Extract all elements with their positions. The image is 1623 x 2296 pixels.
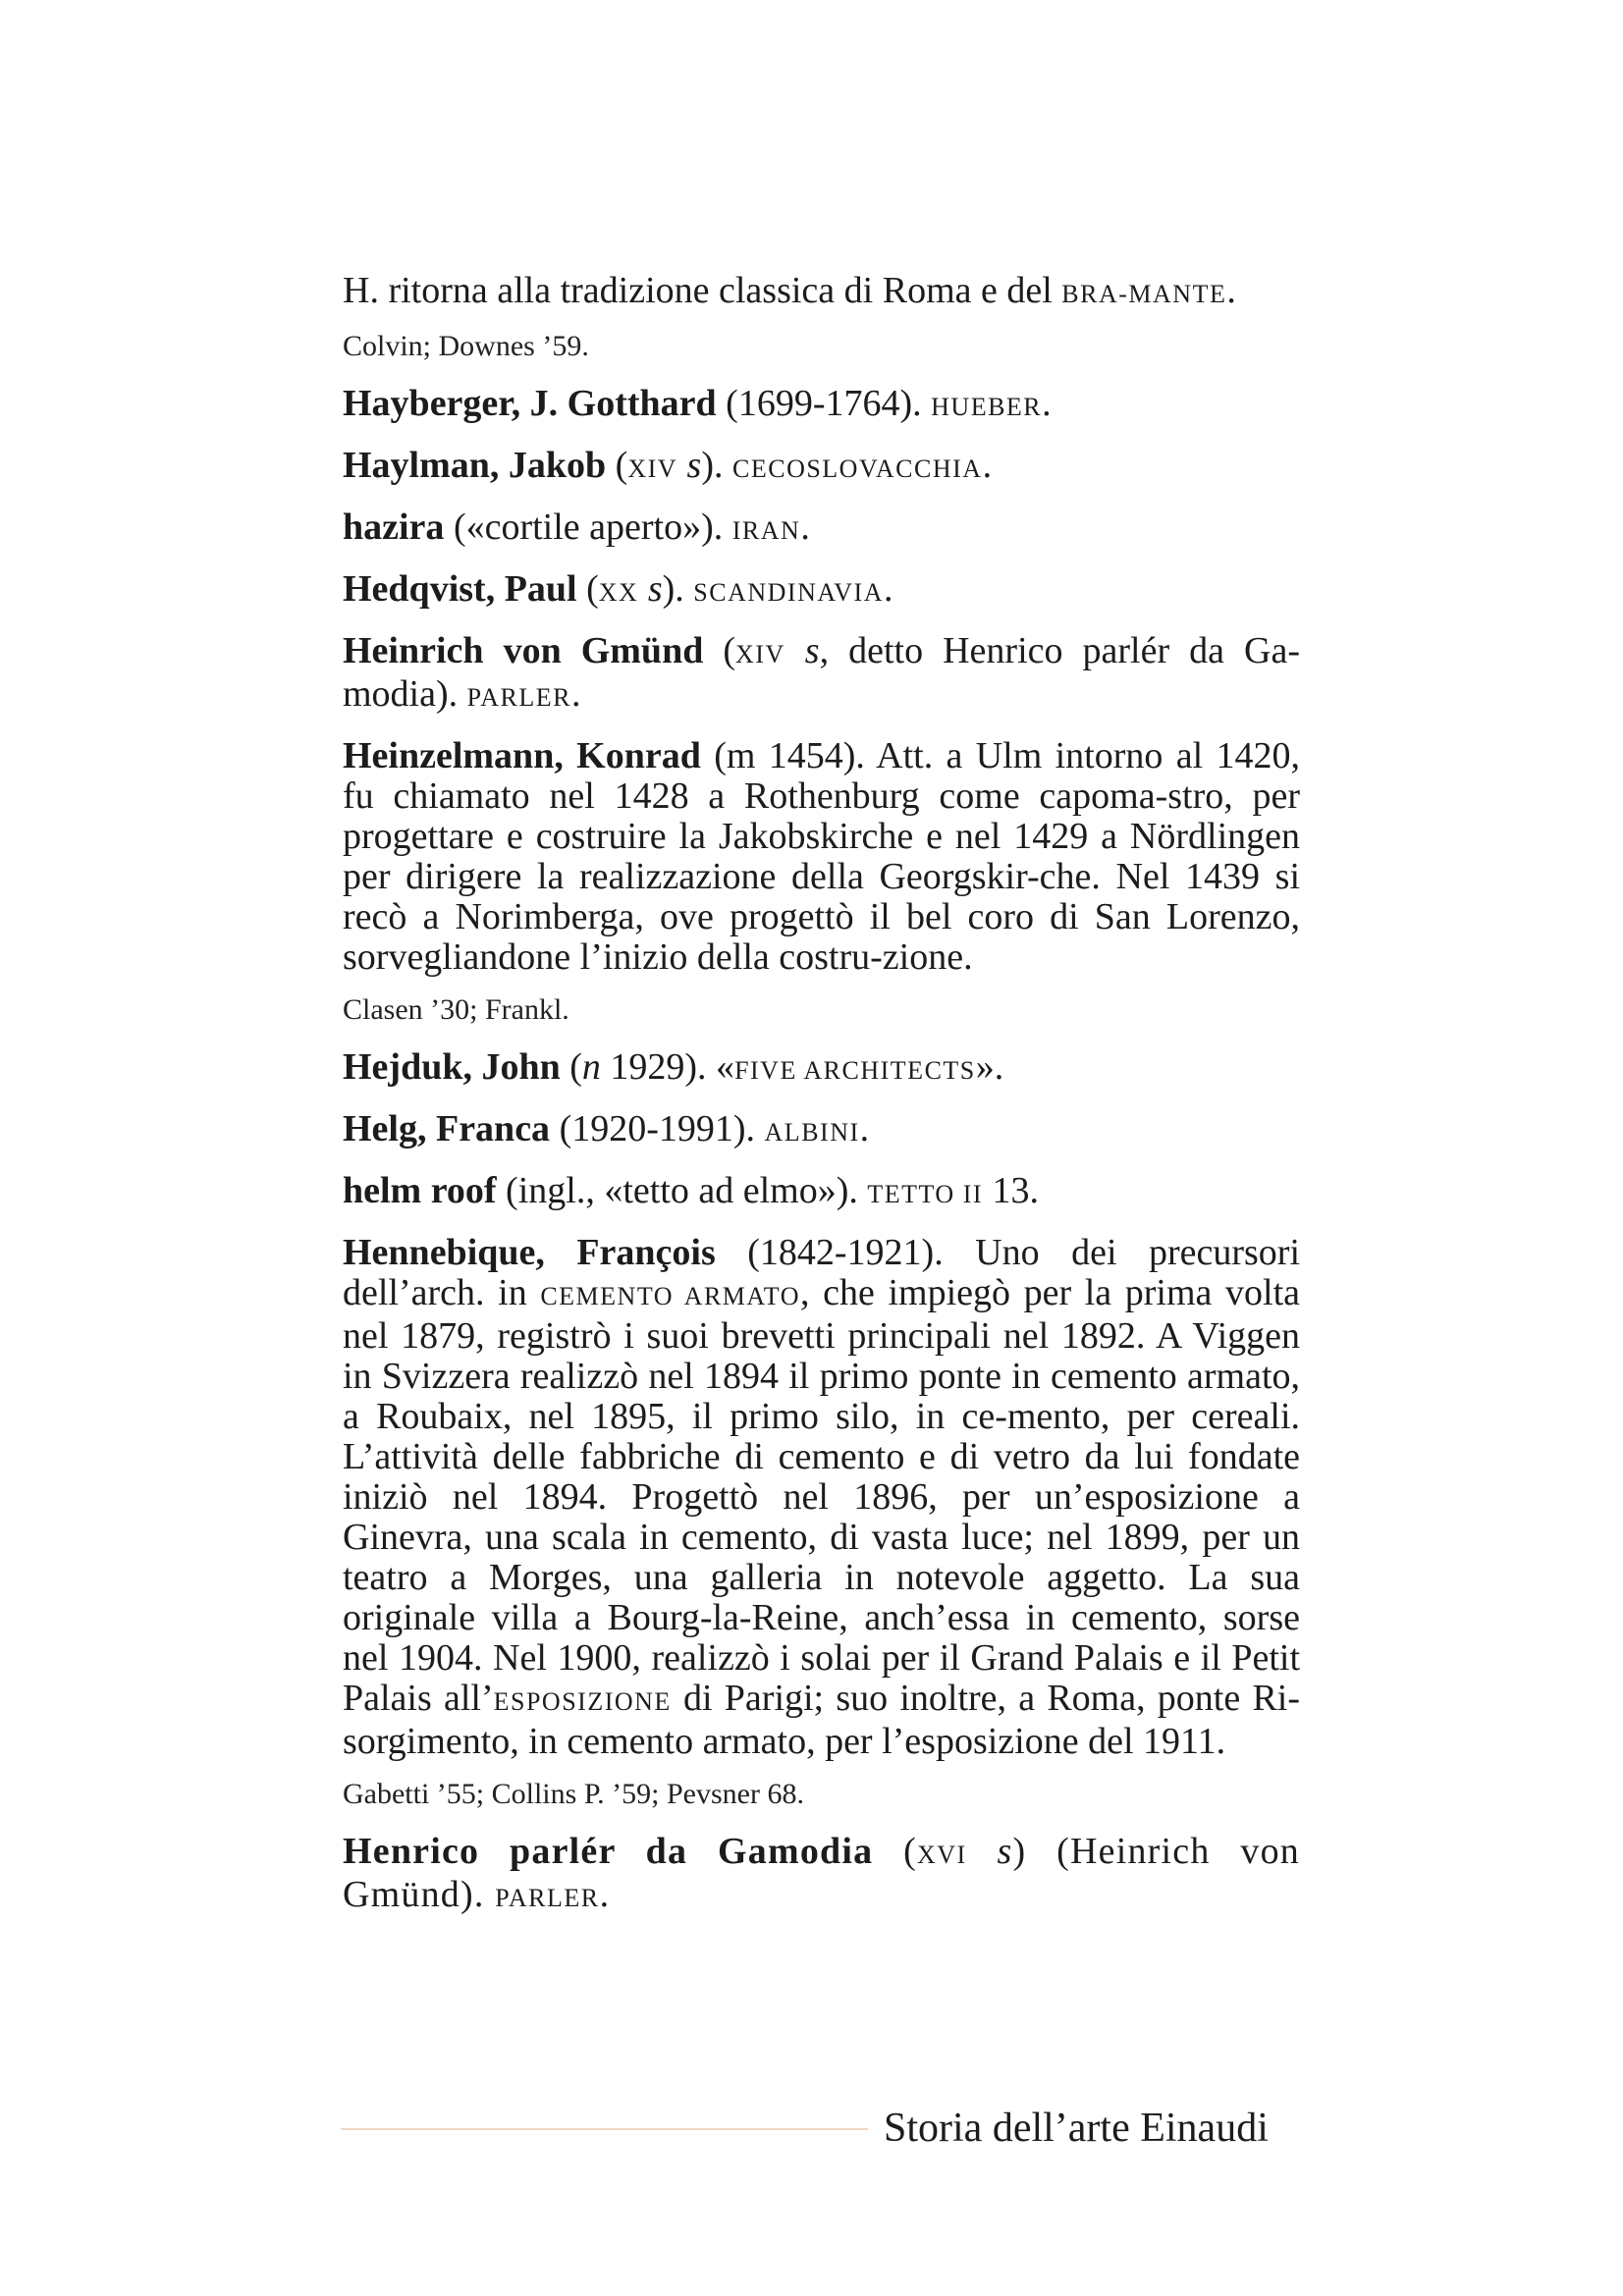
entry-hedqvist: Hedqvist, Paul (XX s). SCANDINAVIA. [343, 568, 893, 610]
bibliography: Colvin; Downes ’59. [343, 330, 589, 362]
cross-reference: FIVE ARCHITECTS [734, 1056, 976, 1085]
entry-henrico-parler: Henrico parlér da Gamodia (XVI s) (Heinrich von Gmünd). PARLER. [343, 1831, 1300, 1915]
bibliography: Clasen ’30; Frankl. [343, 993, 569, 1026]
cross-reference: ALBINI [764, 1118, 860, 1147]
cross-reference: ESPOSIZIONE [493, 1687, 672, 1716]
entry-headword: Henrico parlér da Gamodia [343, 1831, 874, 1872]
entry-heinzelmann: Heinzelmann, Konrad (m 1454). Att. a Ulm intorno al 1420, fu chiamato nel 1428 a Rothenburg come capoma-stro, per progettare e costruire la Jakobskirche e nel 1429 a Nördlingen per dirigere la realizzazione della Georgskir-che. Nel 1439 si recò a Norimberga, ove progettò il bel coro di San Lorenzo, sorvegliandone l’inizio della costru-zione. [343, 735, 1300, 978]
dictionary-column [343, 271, 1300, 1937]
entry-headword: Heinrich von Gmünd [343, 630, 704, 671]
entry-hazira: hazira («cortile aperto»). IRAN. [343, 507, 810, 548]
entry-headword: hazira [343, 507, 445, 548]
cross-reference: CECOSLOVACCHIA [732, 454, 983, 483]
entry-headword: Hedqvist, Paul [343, 568, 577, 610]
entry-helg: Helg, Franca (1920-1991). ALBINI. [343, 1108, 870, 1149]
cross-reference: IRAN [731, 516, 801, 545]
entry-headword: Hejduk, John [343, 1046, 561, 1088]
footer-publication-title: Storia dell’arte Einaudi [884, 2106, 1269, 2151]
entry-headword: helm roof [343, 1170, 497, 1211]
entry-hadfield-continuation: H. ritorna alla tradizione classica di Roma e del BRA-MANTE. [343, 270, 1236, 311]
cross-reference: HUEBER [931, 393, 1043, 421]
entry-hayberger: Hayberger, J. Gotthard (1699-1764). HUEBER. [343, 383, 1052, 424]
cross-reference: PARLER [466, 683, 571, 712]
cross-reference: CEMENTO ARMATO [540, 1282, 800, 1310]
entry-headword: Heinzelmann, Konrad [343, 735, 701, 776]
entry-hennebique: Hennebique, François (1842-1921). Uno dei precursori dell’arch. in CEMENTO ARMATO, che impiegò per la prima volta nel 1879, registrò i suoi brevetti principali nel 1892. A Viggen in Svizzera realizzò nel 1894 il primo ponte in cemento armato, a Roubaix, nel 1895, il primo silo, in ce-mento, per cereali. L’attività delle fabbriche di cemento e di vetro da lui fondate iniziò nel 1894. Progettò nel 1896, per un’esposizione a Ginevra, una scala in cemento, di vasta luce; nel 1899, per un teatro a Morges, una galleria in notevole aggetto. La sua originale villa a Bourg-la-Reine, anch’essa in cemento, sorse nel 1904. Nel 1900, realizzò i solai per il Grand Palais e il Petit Palais all’ESPOSIZIONE di Parigi; suo inoltre, a Roma, ponte Ri-sorgimento, in cemento armato, per l’esposizione del 1911. [343, 1232, 1301, 1762]
entry-headword: Hayberger, J. Gotthard [343, 383, 717, 424]
bibliography: Gabetti ’55; Collins P. ’59; Pevsner 68. [343, 1778, 804, 1810]
cross-reference: BRA-MANTE [1061, 280, 1227, 308]
entry-headword: Haylman, Jakob [343, 445, 607, 486]
entry-hejduk: Hejduk, John (n 1929). «FIVE ARCHITECTS». [343, 1046, 1004, 1088]
footer-divider [341, 2128, 868, 2130]
cross-reference: TETTO II [867, 1180, 984, 1208]
cross-reference: SCANDINAVIA [693, 578, 884, 607]
entry-heinrich-von-gmund: Heinrich von Gmünd (XIV s, detto Henrico parlér da Ga-modia). PARLER. [343, 630, 1301, 715]
entry-helm-roof: helm roof (ingl., «tetto ad elmo»). TETTO II 13. [343, 1170, 1040, 1211]
entry-haylman: Haylman, Jakob (XIV s). CECOSLOVACCHIA. [343, 445, 993, 486]
entry-headword: Helg, Franca [343, 1108, 551, 1149]
entry-headword: Hennebique, François [343, 1232, 716, 1273]
cross-reference: PARLER [495, 1884, 600, 1912]
